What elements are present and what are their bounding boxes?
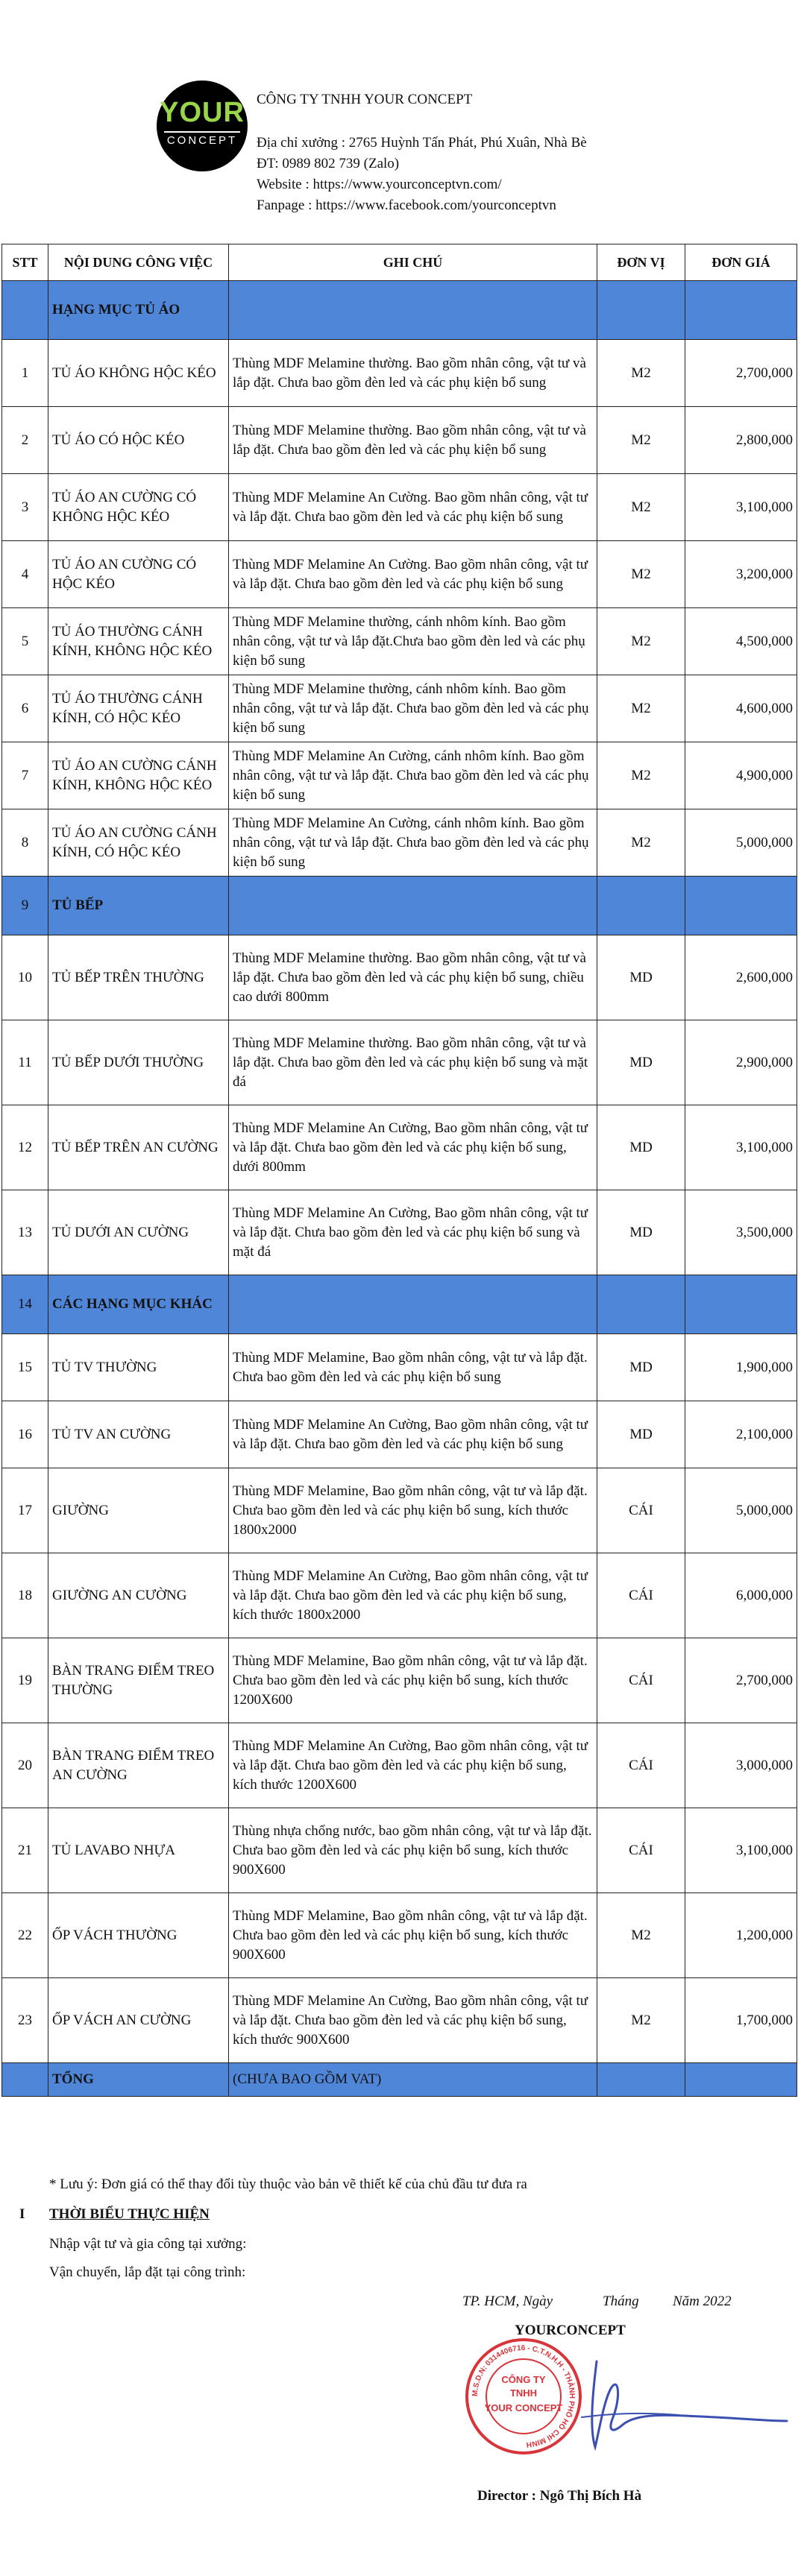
section-stt xyxy=(2,281,48,340)
company-fanpage: Fanpage : https://www.facebook.com/yourconceptvn xyxy=(257,198,556,213)
row-stt: 21 xyxy=(2,1808,48,1893)
table-row xyxy=(2,1468,797,1553)
section-price xyxy=(685,1275,797,1334)
director-name: Director : Ngô Thị Bích Hà xyxy=(477,2488,642,2504)
row-content: TỦ BẾP DƯỚI THƯỜNG xyxy=(48,1020,229,1105)
row-price: 3,000,000 xyxy=(685,1723,797,1808)
table-row xyxy=(2,809,797,877)
row-unit: CÁI xyxy=(597,1723,685,1808)
table-header-row xyxy=(2,244,797,281)
row-price: 3,100,000 xyxy=(685,474,797,541)
row-unit: MD xyxy=(597,1105,685,1190)
table-row xyxy=(2,1893,797,1978)
row-unit: M2 xyxy=(597,675,685,742)
table-row xyxy=(2,935,797,1020)
table-row xyxy=(2,608,797,675)
company-logo xyxy=(157,80,248,171)
section-row xyxy=(2,1275,797,1334)
row-note: Thùng MDF Melamine An Cường, Bao gồm nhân công, vật tư và lắp đặt. Chưa bao gồm đèn led và các phụ kiện bổ sung, kích thước 900X600 xyxy=(229,1978,597,2063)
row-unit: M2 xyxy=(597,1893,685,1978)
row-unit: M2 xyxy=(597,541,685,608)
logo-text-your: YOUR xyxy=(160,97,245,128)
table-body xyxy=(2,281,797,2097)
total-row xyxy=(2,2063,797,2097)
section-unit xyxy=(597,281,685,340)
row-stt: 20 xyxy=(2,1723,48,1808)
row-stt: 17 xyxy=(2,1468,48,1553)
company-address: Địa chỉ xưởng : 2765 Huỳnh Tấn Phát, Phú Xuân, Nhà Bè xyxy=(257,135,587,151)
row-price: 2,100,000 xyxy=(685,1401,797,1468)
header-stt: STT xyxy=(2,244,48,281)
row-content: TỦ TV AN CƯỜNG xyxy=(48,1401,229,1468)
header-unit: ĐƠN VỊ xyxy=(597,244,685,281)
row-content: TỦ BẾP TRÊN THƯỜNG xyxy=(48,935,229,1020)
row-unit: M2 xyxy=(597,608,685,675)
row-content: BÀN TRANG ĐIỂM TREO THƯỜNG xyxy=(48,1638,229,1723)
row-content: TỦ ÁO KHÔNG HỘC KÉO xyxy=(48,340,229,407)
row-note: Thùng MDF Melamine thường, cánh nhôm kính. Bao gồm nhân công, vật tư và lắp đặt. Chưa bao gồm đèn led và các phụ kiện bổ sung xyxy=(229,675,597,742)
row-note: Thùng MDF Melamine thường. Bao gồm nhân công, vật tư và lắp đặt. Chưa bao gồm đèn led và các phụ kiện bổ sung, chiều cao dưới 800mm xyxy=(229,935,597,1020)
row-note: Thùng MDF Melamine An Cường, cánh nhôm kính. Bao gồm nhân công, vật tư và lắp đặt. Chưa bao gồm đèn led và các phụ kiện bổ sung xyxy=(229,742,597,809)
table-row xyxy=(2,474,797,541)
stamp-line-2: TNHH xyxy=(509,2387,538,2399)
section-title: THỜI BIỂU THỰC HIỆN xyxy=(49,2206,210,2222)
section-title: TỦ BẾP xyxy=(48,877,229,935)
row-price: 3,100,000 xyxy=(685,1105,797,1190)
row-price: 1,700,000 xyxy=(685,1978,797,2063)
stamp-ring-text: M.S.D.N: 0314406716 - C.T.N.H.H - THÀNH PHỐ HỒ CHÍ MINH xyxy=(471,2343,576,2449)
row-note: Thùng MDF Melamine, Bao gồm nhân công, vật tư và lắp đặt. Chưa bao gồm đèn led và các phụ kiện bổ sung, kích thước 900X600 xyxy=(229,1893,597,1978)
row-stt: 23 xyxy=(2,1978,48,2063)
row-unit: MD xyxy=(597,1190,685,1275)
header-content: NỘI DUNG CÔNG VIỆC xyxy=(48,244,229,281)
date-year: Năm 2022 xyxy=(673,2294,732,2309)
table-row xyxy=(2,1105,797,1190)
row-content: TỦ ÁO AN CƯỜNG CÓ HỘC KÉO xyxy=(48,541,229,608)
row-content: TỦ BẾP TRÊN AN CƯỜNG xyxy=(48,1105,229,1190)
section-price xyxy=(685,281,797,340)
row-price: 4,900,000 xyxy=(685,742,797,809)
row-unit: M2 xyxy=(597,474,685,541)
row-content: TỦ DƯỚI AN CƯỜNG xyxy=(48,1190,229,1275)
row-price: 5,000,000 xyxy=(685,1468,797,1553)
row-price: 4,600,000 xyxy=(685,675,797,742)
section-row xyxy=(2,281,797,340)
row-stt: 16 xyxy=(2,1401,48,1468)
section-number: I xyxy=(19,2206,25,2222)
section-note xyxy=(229,281,597,340)
table-row xyxy=(2,541,797,608)
section-price xyxy=(685,877,797,935)
row-price: 6,000,000 xyxy=(685,1553,797,1638)
price-table xyxy=(1,244,797,2097)
section-stt: 9 xyxy=(2,877,48,935)
table-row xyxy=(2,1401,797,1468)
row-unit: M2 xyxy=(597,742,685,809)
row-stt: 13 xyxy=(2,1190,48,1275)
row-content: GIƯỜNG xyxy=(48,1468,229,1553)
section-title: CÁC HẠNG MỤC KHÁC xyxy=(48,1275,229,1334)
row-unit: CÁI xyxy=(597,1808,685,1893)
row-price: 3,200,000 xyxy=(685,541,797,608)
row-unit: MD xyxy=(597,935,685,1020)
row-content: BÀN TRANG ĐIỂM TREO AN CƯỜNG xyxy=(48,1723,229,1808)
header-price: ĐƠN GIÁ xyxy=(685,244,797,281)
section-stt: 14 xyxy=(2,1275,48,1334)
row-note: Thùng MDF Melamine An Cường, Bao gồm nhân công, vật tư và lắp đặt. Chưa bao gồm đèn led và các phụ kiện bổ sung, kích thước 1800x2000 xyxy=(229,1553,597,1638)
row-note: Thùng MDF Melamine, Bao gồm nhân công, vật tư và lắp đặt. Chưa bao gồm đèn led và các phụ kiện bổ sung, kích thước 1200X600 xyxy=(229,1638,597,1723)
table-row xyxy=(2,1334,797,1401)
table-row xyxy=(2,1638,797,1723)
row-note: Thùng MDF Melamine, Bao gồm nhân công, vật tư và lắp đặt. Chưa bao gồm đèn led và các phụ kiện bổ sung xyxy=(229,1334,597,1401)
row-unit: CÁI xyxy=(597,1638,685,1723)
section-row xyxy=(2,877,797,935)
row-content: ỐP VÁCH AN CƯỜNG xyxy=(48,1978,229,2063)
table-row xyxy=(2,1553,797,1638)
row-stt: 18 xyxy=(2,1553,48,1638)
table-row xyxy=(2,407,797,474)
row-note: Thùng MDF Melamine thường. Bao gồm nhân công, vật tư và lắp đặt. Chưa bao gồm đèn led và các phụ kiện bổ sung và mặt đá xyxy=(229,1020,597,1105)
total-note: (CHƯA BAO GỒM VAT) xyxy=(229,2063,597,2097)
total-price xyxy=(685,2063,797,2097)
row-stt: 4 xyxy=(2,541,48,608)
row-unit: MD xyxy=(597,1401,685,1468)
row-content: TỦ ÁO THƯỜNG CÁNH KÍNH, CÓ HỘC KÉO xyxy=(48,675,229,742)
row-content: TỦ ÁO AN CƯỜNG CÓ KHÔNG HỘC KÉO xyxy=(48,474,229,541)
row-stt: 2 xyxy=(2,407,48,474)
section-note xyxy=(229,1275,597,1334)
row-stt: 8 xyxy=(2,809,48,877)
row-stt: 22 xyxy=(2,1893,48,1978)
section-unit xyxy=(597,1275,685,1334)
company-name: CÔNG TY TNHH YOUR CONCEPT xyxy=(257,92,473,107)
row-price: 5,000,000 xyxy=(685,809,797,877)
total-stt xyxy=(2,2063,48,2097)
row-note: Thùng MDF Melamine, Bao gồm nhân công, vật tư và lắp đặt. Chưa bao gồm đèn led và các phụ kiện bổ sung, kích thước 1800x2000 xyxy=(229,1468,597,1553)
row-unit: M2 xyxy=(597,340,685,407)
schedule-line-2: Vận chuyển, lắp đặt tại công trình: xyxy=(49,2264,246,2280)
row-unit: M2 xyxy=(597,407,685,474)
row-stt: 5 xyxy=(2,608,48,675)
row-content: TỦ ÁO AN CƯỜNG CÁNH KÍNH, KHÔNG HỘC KÉO xyxy=(48,742,229,809)
total-label: TỔNG xyxy=(48,2063,229,2097)
row-price: 1,200,000 xyxy=(685,1893,797,1978)
row-note: Thùng MDF Melamine An Cường. Bao gồm nhân công, vật tư và lắp đặt. Chưa bao gồm đèn led và các phụ kiện bổ sung xyxy=(229,541,597,608)
table-row xyxy=(2,675,797,742)
row-content: TỦ LAVABO NHỰA xyxy=(48,1808,229,1893)
row-unit: M2 xyxy=(597,809,685,877)
row-stt: 6 xyxy=(2,675,48,742)
row-note: Thùng MDF Melamine An Cường, Bao gồm nhân công, vật tư và lắp đặt. Chưa bao gồm đèn led và các phụ kiện bổ sung, dưới 800mm xyxy=(229,1105,597,1190)
table-row xyxy=(2,1978,797,2063)
row-stt: 15 xyxy=(2,1334,48,1401)
director-signature xyxy=(567,2346,791,2458)
row-price: 1,900,000 xyxy=(685,1334,797,1401)
row-stt: 3 xyxy=(2,474,48,541)
row-unit: MD xyxy=(597,1334,685,1401)
row-price: 2,900,000 xyxy=(685,1020,797,1105)
row-content: ỐP VÁCH THƯỜNG xyxy=(48,1893,229,1978)
total-unit xyxy=(597,2063,685,2097)
row-price: 4,500,000 xyxy=(685,608,797,675)
row-price: 3,100,000 xyxy=(685,1808,797,1893)
row-note: Thùng MDF Melamine thường. Bao gồm nhân công, vật tư và lắp đặt. Chưa bao gồm đèn led và các phụ kiện bổ sung xyxy=(229,340,597,407)
company-phone: ĐT: 0989 802 739 (Zalo) xyxy=(257,156,400,171)
company-stamp xyxy=(464,2337,583,2456)
row-note: Thùng nhựa chống nước, bao gồm nhân công, vật tư và lắp đặt. Chưa bao gồm đèn led và các phụ kiện bổ sung, kích thước 900X600 xyxy=(229,1808,597,1893)
date-month: Tháng xyxy=(603,2294,639,2309)
section-unit xyxy=(597,877,685,935)
date-city: TP. HCM, Ngày xyxy=(462,2294,553,2309)
row-content: TỦ TV THƯỜNG xyxy=(48,1334,229,1401)
price-note: * Lưu ý: Đơn giá có thể thay đổi tùy thuộc vào bản vẽ thiết kế của chủ đầu tư đưa ra xyxy=(49,2176,527,2192)
table-row xyxy=(2,340,797,407)
row-unit: CÁI xyxy=(597,1468,685,1553)
row-note: Thùng MDF Melamine An Cường. Bao gồm nhân công, vật tư và lắp đặt. Chưa bao gồm đèn led và các phụ kiện bổ sung xyxy=(229,474,597,541)
table-row xyxy=(2,1190,797,1275)
row-unit: M2 xyxy=(597,1978,685,2063)
row-price: 2,800,000 xyxy=(685,407,797,474)
row-price: 2,700,000 xyxy=(685,1638,797,1723)
row-price: 2,600,000 xyxy=(685,935,797,1020)
section-title: HẠNG MỤC TỦ ÁO xyxy=(48,281,229,340)
row-content: TỦ ÁO CÓ HỘC KÉO xyxy=(48,407,229,474)
row-note: Thùng MDF Melamine thường, cánh nhôm kính. Bao gồm nhân công, vật tư và lắp đặt.Chưa bao gồm đèn led và các phụ kiện bổ sung xyxy=(229,608,597,675)
row-note: Thùng MDF Melamine An Cường, Bao gồm nhân công, vật tư và lắp đặt. Chưa bao gồm đèn led và các phụ kiện bổ sung, kích thước 1200X600 xyxy=(229,1723,597,1808)
row-content: GIƯỜNG AN CƯỜNG xyxy=(48,1553,229,1638)
table-row xyxy=(2,742,797,809)
header-note: GHI CHÚ xyxy=(229,244,597,281)
section-note xyxy=(229,877,597,935)
row-stt: 10 xyxy=(2,935,48,1020)
row-stt: 11 xyxy=(2,1020,48,1105)
schedule-line-1: Nhập vật tư và gia công tại xưởng: xyxy=(49,2236,247,2252)
row-unit: CÁI xyxy=(597,1553,685,1638)
signer-company: YOURCONCEPT xyxy=(515,2323,626,2338)
row-stt: 12 xyxy=(2,1105,48,1190)
company-website: Website : https://www.yourconceptvn.com/ xyxy=(257,177,502,192)
row-note: Thùng MDF Melamine thường. Bao gồm nhân công, vật tư và lắp đặt. Chưa bao gồm đèn led và các phụ kiện bổ sung xyxy=(229,407,597,474)
table-row xyxy=(2,1020,797,1105)
row-stt: 1 xyxy=(2,340,48,407)
stamp-line-3: YOUR CONCEPT xyxy=(484,2402,563,2414)
row-note: Thùng MDF Melamine An Cường, cánh nhôm kính. Bao gồm nhân công, vật tư và lắp đặt. Chưa bao gồm đèn led và các phụ kiện bổ sung xyxy=(229,809,597,877)
row-content: TỦ ÁO AN CƯỜNG CÁNH KÍNH, CÓ HỘC KÉO xyxy=(48,809,229,877)
table-row xyxy=(2,1808,797,1893)
row-price: 2,700,000 xyxy=(685,340,797,407)
row-note: Thùng MDF Melamine An Cường, Bao gồm nhân công, vật tư và lắp đặt. Chưa bao gồm đèn led và các phụ kiện bổ sung và mặt đá xyxy=(229,1190,597,1275)
row-stt: 19 xyxy=(2,1638,48,1723)
table-row xyxy=(2,1723,797,1808)
stamp-line-1: CÔNG TY xyxy=(501,2374,546,2385)
row-price: 3,500,000 xyxy=(685,1190,797,1275)
row-content: TỦ ÁO THƯỜNG CÁNH KÍNH, KHÔNG HỘC KÉO xyxy=(48,608,229,675)
logo-text-concept: CONCEPT xyxy=(164,131,240,147)
row-note: Thùng MDF Melamine An Cường, Bao gồm nhân công, vật tư và lắp đặt. Chưa bao gồm đèn led và các phụ kiện bổ sung xyxy=(229,1401,597,1468)
row-unit: MD xyxy=(597,1020,685,1105)
row-stt: 7 xyxy=(2,742,48,809)
